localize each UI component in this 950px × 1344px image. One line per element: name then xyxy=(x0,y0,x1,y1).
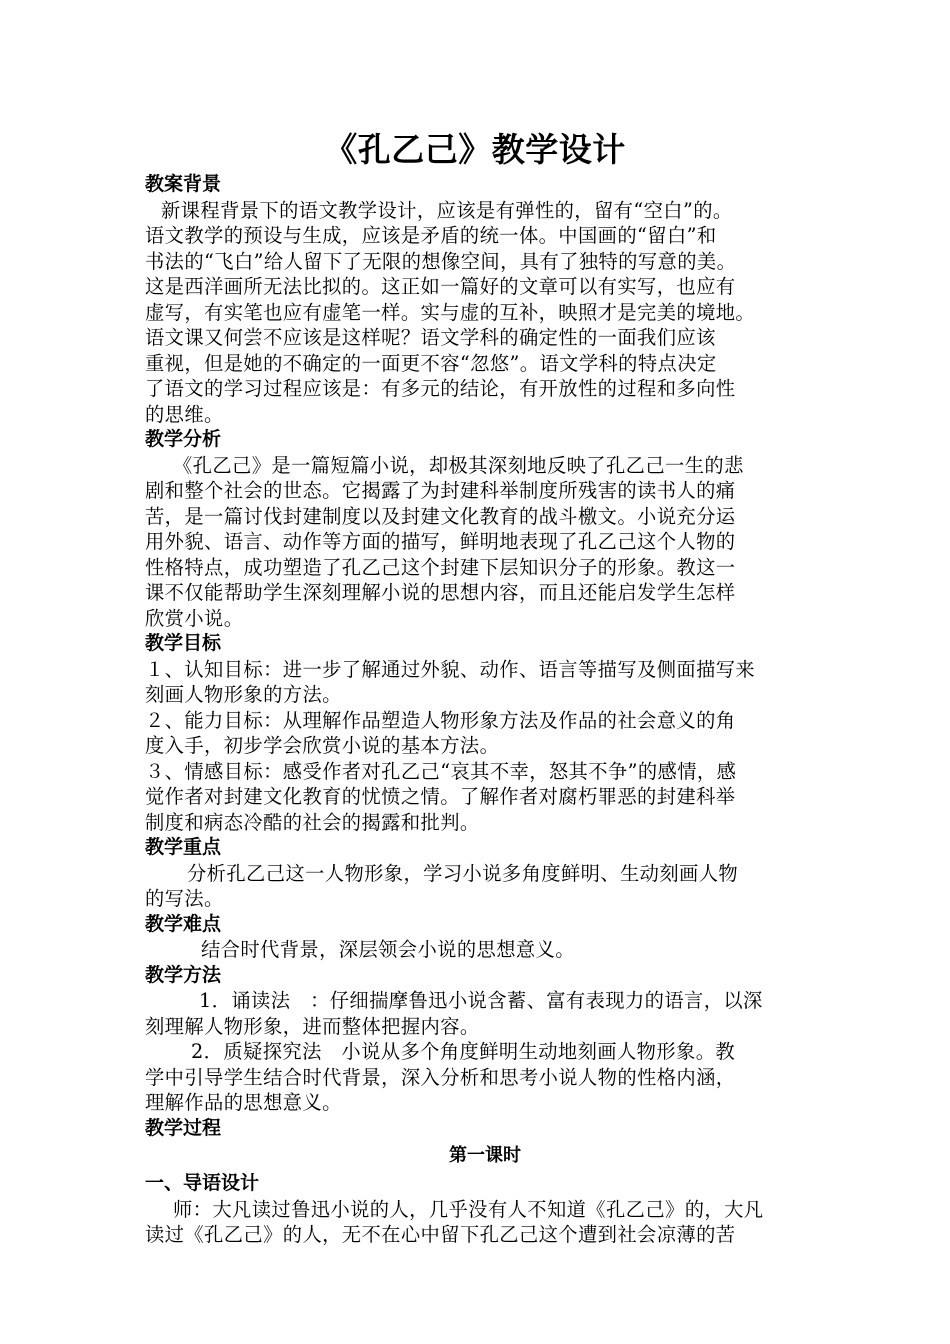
paragraph-line: ３、情感目标：感受作者对孔乙己“哀其不幸，怒其不争”的感情，感 xyxy=(145,759,737,783)
paragraph-line: 分析孔乙己这一人物形象，学习小说多角度鲜明、生动刻画人物 xyxy=(187,861,739,885)
section-heading-objectives: 教学目标 xyxy=(145,632,222,654)
paragraph-line: 这是西洋画所无法比拟的。这正如一篇好的文章可以有实写，也应有 xyxy=(145,275,736,298)
paragraph-line: 1．诵读法 ：仔细揣摩鲁迅小说含蓄、富有表现力的语言，以深 xyxy=(199,989,763,1012)
section-heading-process: 教学过程 xyxy=(145,1116,222,1139)
paragraph-line: 苦，是一篇讨伐封建制度以及封建文化教育的战斗檄文。小说充分运 xyxy=(145,504,736,528)
paragraph-line: 师：大凡读过鲁迅小说的人，几乎没有人不知道《孔乙己》的，大凡 xyxy=(173,1197,764,1221)
paragraph-line: 重视，但是她的不确定的一面更不容“忽悠”。语文学科的特点决定 xyxy=(145,351,717,375)
document-body xyxy=(145,172,825,1248)
paragraph-line: 理解作品的思想意义。 xyxy=(145,1091,342,1114)
paragraph-line: 语文课又何尝不应该是这样呢？语文学科的确定性的一面我们应该 xyxy=(145,326,716,349)
paragraph-line: 学中引导学生结合时代背景，深入分析和思考小说人物的性格内涵， xyxy=(145,1065,736,1089)
paragraph-line: 书法的“飞白”给人留下了无限的想像空间，具有了独特的写意的美。 xyxy=(145,249,737,273)
paragraph-line: 用外貌、语言、动作等方面的描写，鲜明地表现了孔乙己这个人物的 xyxy=(145,530,736,553)
section-heading-background: 教案背景 xyxy=(145,173,222,195)
document-title: 《孔乙己》教学设计 xyxy=(324,130,626,169)
paragraph-line: 刻画人物形象的方法。 xyxy=(145,683,342,706)
paragraph-line: 2．质疑探究法 小说从多个角度鲜明生动地刻画人物形象。教 xyxy=(191,1040,736,1063)
paragraph-line: 语文教学的预设与生成，应该是矛盾的统一体。中国画的“留白”和 xyxy=(145,224,717,247)
paragraph-line: 刻理解人物形象，进而整体把握内容。 xyxy=(145,1014,480,1038)
paragraph-line: 的写法。 xyxy=(145,887,224,910)
paragraph-line: 的思维。 xyxy=(145,402,224,426)
paragraph-line: 剧和整个社会的世态。它揭露了为封建科举制度所残害的读书人的痛 xyxy=(145,479,736,502)
paragraph-line: 新课程背景下的语文教学设计，应该是有弹性的，留有“空白”的。 xyxy=(161,198,733,222)
section-heading-key-points: 教学重点 xyxy=(145,836,222,858)
paragraph-line: 读过《孔乙己》的人，无不在心中留下孔乙己这个遭到社会凉薄的苦 xyxy=(145,1223,736,1246)
section-heading-difficulties: 教学难点 xyxy=(145,912,222,935)
paragraph-line: 度入手，初步学会欣赏小说的基本方法。 xyxy=(145,734,500,757)
paragraph-line: ２、能力目标：从理解作品塑造人物形象方法及作品的社会意义的角 xyxy=(145,708,736,732)
paragraph-line: 欣赏小说。 xyxy=(145,606,244,630)
lesson-label: 第一课时 xyxy=(449,1145,521,1166)
paragraph-line: 《孔乙己》是一篇短篇小说，却极其深刻地反映了孔乙己一生的悲 xyxy=(173,453,744,477)
paragraph-line: 了语文的学习过程应该是：有多元的结论，有开放性的过程和多向性 xyxy=(145,377,736,400)
paragraph-line: 虚写，有实笔也应有虚笔一样。实与虚的互补，映照才是完美的境地。 xyxy=(145,300,756,324)
section-heading-methods: 教学方法 xyxy=(145,963,222,986)
paragraph-line: 制度和病态冷酷的社会的揭露和批判。 xyxy=(145,810,480,834)
paragraph-line: １、认知目标：进一步了解通过外貌、动作、语言等描写及侧面描写来 xyxy=(145,657,756,681)
paragraph-line: 课不仅能帮助学生深刻理解小说的思想内容，而且还能启发学生怎样 xyxy=(145,581,736,604)
paragraph-line: 觉作者对封建文化教育的忧愤之情。了解作者对腐朽罪恶的封建科举 xyxy=(145,785,736,808)
paragraph-line: 性格特点，成功塑造了孔乙己这个封建下层知识分子的形象。教这一 xyxy=(145,555,736,579)
section-heading-introduction: 一、导语设计 xyxy=(145,1172,260,1194)
paragraph-line: 结合时代背景，深层领会小说的思想意义。 xyxy=(201,938,575,961)
section-heading-analysis: 教学分析 xyxy=(145,428,222,450)
